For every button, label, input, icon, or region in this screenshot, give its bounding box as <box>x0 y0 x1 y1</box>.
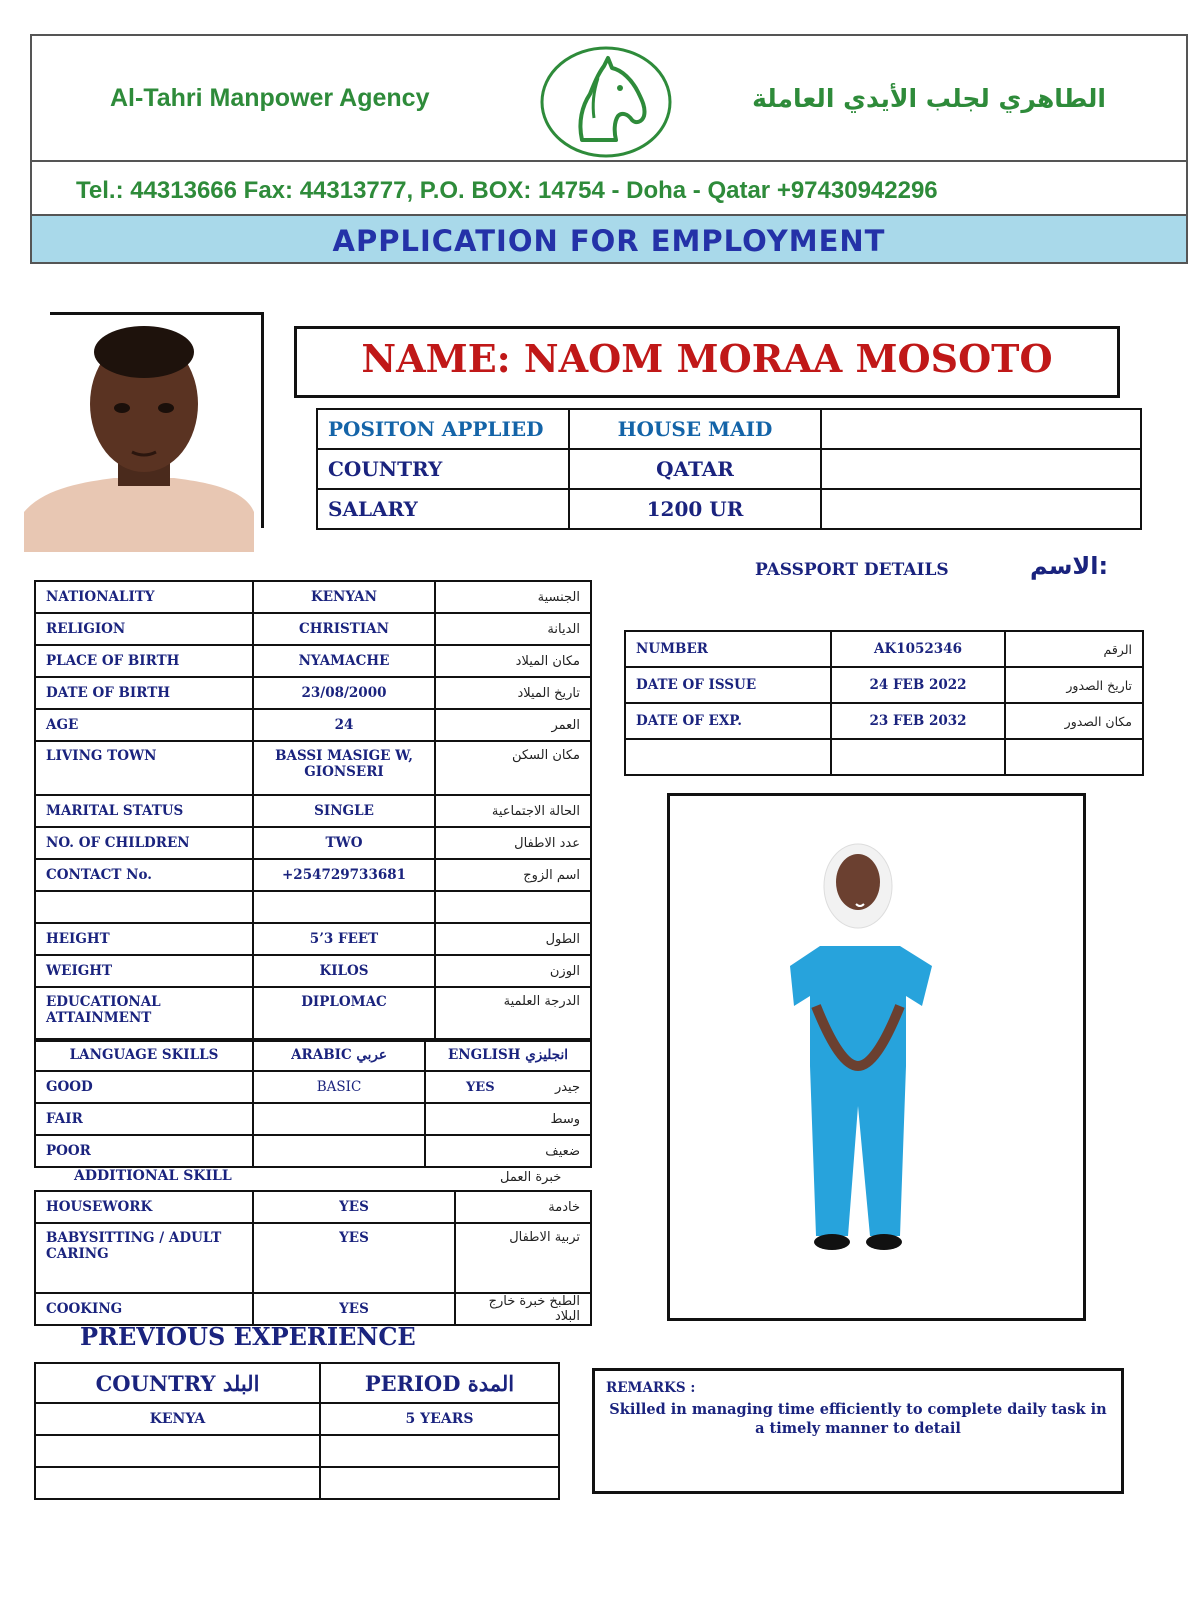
additional-skill-heading-ar: خبرة العمل <box>500 1170 562 1185</box>
table-row <box>35 1293 591 1325</box>
cooking-ar: الطبخ خبرة خارج البلاد <box>455 1293 591 1325</box>
table-row <box>35 955 591 987</box>
country-value: QATAR <box>569 449 821 489</box>
info-label-ar: العمر <box>435 709 591 741</box>
info-value: KILOS <box>253 955 435 987</box>
info-label-ar: اسم الزوج <box>435 859 591 891</box>
arabic-header: ARABIC عربي <box>253 1039 425 1071</box>
fair-label: FAIR <box>35 1103 253 1135</box>
table-row <box>625 703 1143 739</box>
table-row <box>317 409 1141 449</box>
table-row <box>35 891 591 923</box>
language-skills-table <box>34 1038 592 1168</box>
housework-value: YES <box>253 1191 455 1223</box>
passport-number-label: NUMBER <box>625 631 831 667</box>
arabic-good: BASIC <box>253 1071 425 1103</box>
info-value: +254729733681 <box>253 859 435 891</box>
info-label-ar: عدد الاطفال <box>435 827 591 859</box>
contact-line: Tel.: 44313666 Fax: 44313777, P.O. BOX: 14754 - Doha - Qatar +97430942296 <box>76 177 938 204</box>
info-label: HEIGHT <box>35 923 253 955</box>
issue-date-ar: تاريخ الصدور <box>1005 667 1143 703</box>
info-label-ar: الجنسية <box>435 581 591 613</box>
table-row <box>35 581 591 613</box>
info-label-ar: الوزن <box>435 955 591 987</box>
info-label-ar: الديانة <box>435 613 591 645</box>
info-value: BASSI MASIGE W, GIONSERI <box>253 741 435 795</box>
table-row <box>35 741 591 795</box>
empty-cell <box>625 739 831 775</box>
country-label: COUNTRY <box>317 449 569 489</box>
babysitting-ar: تربية الاطفال <box>455 1223 591 1293</box>
table-row <box>35 1191 591 1223</box>
table-row <box>35 859 591 891</box>
good-label: GOOD <box>35 1071 253 1103</box>
remarks-label: REMARKS : <box>606 1380 696 1396</box>
info-label: EDUCATIONAL ATTAINMENT <box>35 987 253 1041</box>
table-row <box>35 923 591 955</box>
table-row <box>35 1435 559 1467</box>
table-row <box>35 1103 591 1135</box>
info-value: DIPLOMAC <box>253 987 435 1041</box>
info-label: WEIGHT <box>35 955 253 987</box>
info-value: 5’3 FEET <box>253 923 435 955</box>
passport-heading: PASSPORT DETAILS <box>755 560 949 580</box>
arabic-poor <box>253 1135 425 1167</box>
poor-ar: ضعيف <box>425 1135 591 1167</box>
table-row <box>35 827 591 859</box>
agency-name-ar: الطاهري لجلب الأيدي العاملة <box>752 84 1106 113</box>
table-row <box>35 677 591 709</box>
personal-info-table <box>34 580 592 1042</box>
expiry-date-label: DATE OF EXP. <box>625 703 831 739</box>
table-row <box>35 1363 559 1403</box>
info-label: MARITAL STATUS <box>35 795 253 827</box>
info-value: SINGLE <box>253 795 435 827</box>
info-label <box>35 891 253 923</box>
experience-table <box>34 1362 560 1500</box>
applicant-name: NAME: NAOM MORAA MOSOTO <box>361 336 1053 381</box>
info-label: AGE <box>35 709 253 741</box>
table-row <box>35 1223 591 1293</box>
remarks-text: Skilled in managing time efficiently to complete daily task in a timely manner to detail <box>609 1401 1107 1437</box>
expiry-date-ar: مكان الصدور <box>1005 703 1143 739</box>
period-column-header: PERIOD المدة <box>320 1363 559 1403</box>
info-label: RELIGION <box>35 613 253 645</box>
table-row <box>35 795 591 827</box>
housework-ar: خادمة <box>455 1191 591 1223</box>
cooking-label: COOKING <box>35 1293 253 1325</box>
language-header-label: LANGUAGE SKILLS <box>35 1039 253 1071</box>
name-label-ar: الاسم: <box>1030 552 1109 580</box>
table-row <box>317 489 1141 529</box>
experience-period: 5 YEARS <box>320 1403 559 1435</box>
english-good-value: YES <box>466 1079 495 1095</box>
table-row <box>625 739 1143 775</box>
table-row <box>625 667 1143 703</box>
portrait-frame <box>50 312 264 528</box>
position-label: POSITON APPLIED <box>317 409 569 449</box>
table-row <box>35 1403 559 1435</box>
info-label: LIVING TOWN <box>35 741 253 795</box>
applicant-full-body-photo <box>670 796 1083 1318</box>
position-value: HOUSE MAID <box>569 409 821 449</box>
empty-cell <box>821 489 1141 529</box>
cooking-value: YES <box>253 1293 455 1325</box>
info-label: CONTACT No. <box>35 859 253 891</box>
empty-cell <box>1005 739 1143 775</box>
info-value: CHRISTIAN <box>253 613 435 645</box>
additional-skill-heading: ADDITIONAL SKILL <box>74 1168 232 1184</box>
skills-table <box>34 1190 592 1326</box>
form-title: APPLICATION FOR EMPLOYMENT <box>332 224 886 258</box>
info-value: 23/08/2000 <box>253 677 435 709</box>
position-table <box>316 408 1142 530</box>
table-row <box>35 1135 591 1167</box>
english-good <box>425 1071 591 1103</box>
table-row <box>35 1467 559 1499</box>
info-label: DATE OF BIRTH <box>35 677 253 709</box>
babysitting-label: BABYSITTING / ADULT CARING <box>35 1223 253 1293</box>
info-label-ar: الطول <box>435 923 591 955</box>
issue-date-value: 24 FEB 2022 <box>831 667 1005 703</box>
table-row <box>35 987 591 1041</box>
table-row <box>35 645 591 677</box>
info-value: 24 <box>253 709 435 741</box>
good-ar: جيدر <box>554 1079 580 1095</box>
country-column-header: COUNTRY البلد <box>35 1363 320 1403</box>
agency-name-en: Al-Tahri Manpower Agency <box>110 84 430 112</box>
salary-value: 1200 UR <box>569 489 821 529</box>
info-value <box>253 891 435 923</box>
applicant-full-body-photo-frame <box>667 793 1086 1321</box>
info-label-ar: الدرجة العلمية <box>435 987 591 1041</box>
salary-label: SALARY <box>317 489 569 529</box>
passport-table <box>624 630 1144 776</box>
expiry-date-value: 23 FEB 2032 <box>831 703 1005 739</box>
table-row <box>625 631 1143 667</box>
info-label-ar: الحالة الاجتماعية <box>435 795 591 827</box>
empty-cell <box>320 1467 559 1499</box>
empty-cell <box>821 409 1141 449</box>
passport-number-value: AK1052346 <box>831 631 1005 667</box>
babysitting-value: YES <box>253 1223 455 1293</box>
previous-experience-heading: PREVIOUS EXPERIENCE <box>80 1322 416 1351</box>
info-value: TWO <box>253 827 435 859</box>
issue-date-label: DATE OF ISSUE <box>625 667 831 703</box>
info-label: NATIONALITY <box>35 581 253 613</box>
info-label: NO. OF CHILDREN <box>35 827 253 859</box>
poor-label: POOR <box>35 1135 253 1167</box>
english-header: ENGLISH انجليزي <box>425 1039 591 1071</box>
info-label-ar: مكان السكن <box>435 741 591 795</box>
horse-head-icon <box>538 44 674 160</box>
empty-cell <box>35 1467 320 1499</box>
empty-cell <box>35 1435 320 1467</box>
info-label-ar <box>435 891 591 923</box>
info-label-ar: تاريخ الميلاد <box>435 677 591 709</box>
passport-number-ar: الرقم <box>1005 631 1143 667</box>
empty-cell <box>821 449 1141 489</box>
empty-cell <box>320 1435 559 1467</box>
info-value: NYAMACHE <box>253 645 435 677</box>
housework-label: HOUSEWORK <box>35 1191 253 1223</box>
table-row <box>35 613 591 645</box>
arabic-fair <box>253 1103 425 1135</box>
table-row <box>35 1071 591 1103</box>
info-value: KENYAN <box>253 581 435 613</box>
empty-cell <box>831 739 1005 775</box>
info-label-ar: مكان الميلاد <box>435 645 591 677</box>
info-label: PLACE OF BIRTH <box>35 645 253 677</box>
table-row <box>35 709 591 741</box>
experience-country: KENYA <box>35 1403 320 1435</box>
fair-ar: وسط <box>425 1103 591 1135</box>
table-row <box>317 449 1141 489</box>
table-row <box>35 1039 591 1071</box>
